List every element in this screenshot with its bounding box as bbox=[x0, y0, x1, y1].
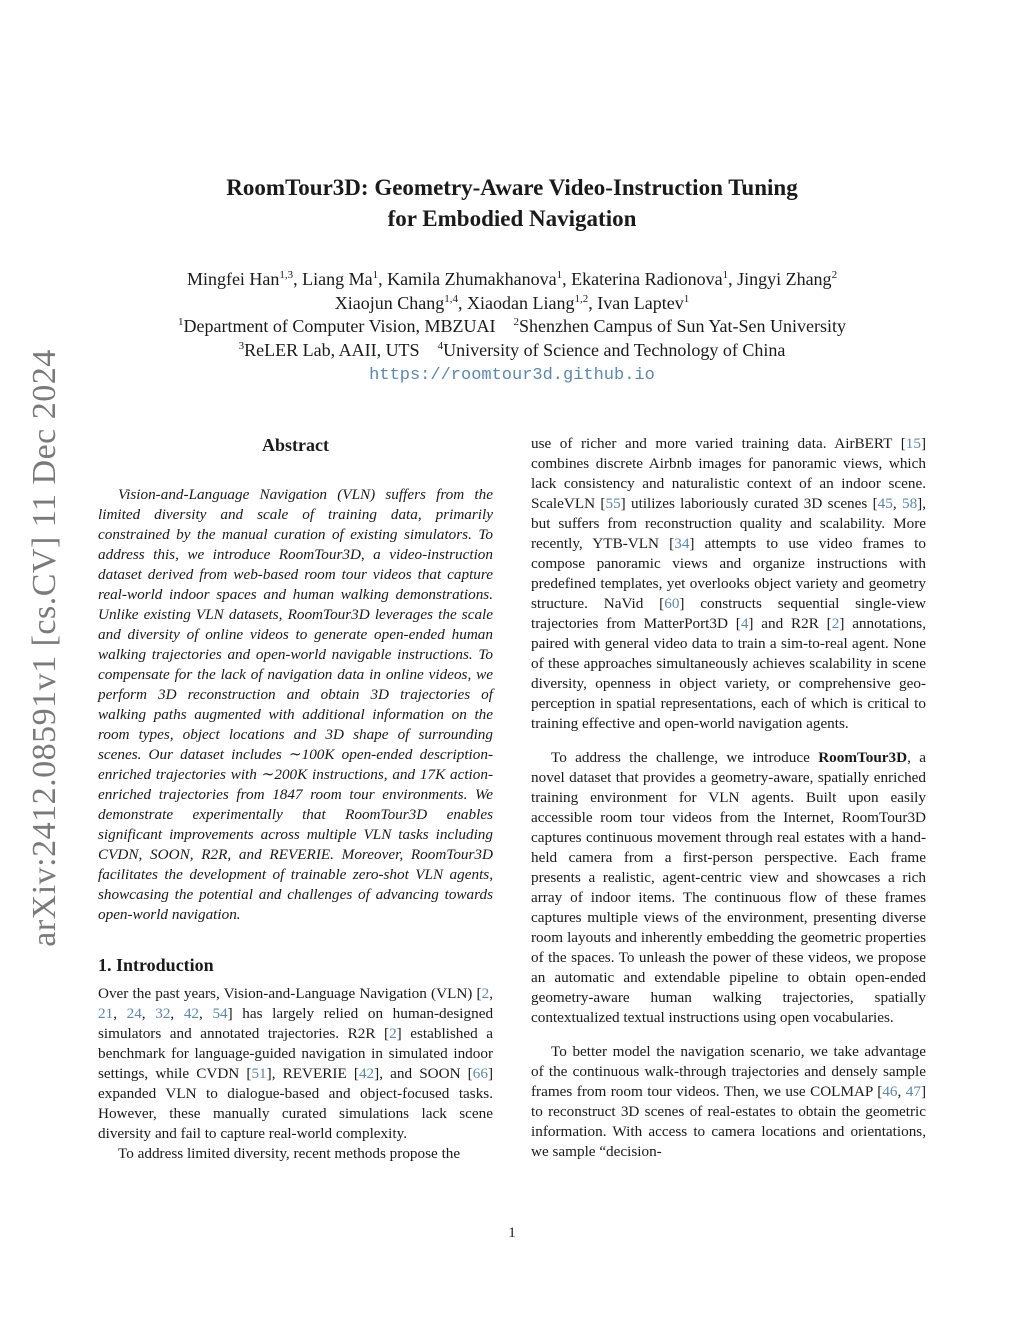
author-name: Xiaojun Chang bbox=[334, 292, 445, 313]
abstract-heading: Abstract bbox=[262, 435, 329, 455]
text-run: Over the past years, Vision-and-Language Navigation (VLN) [ bbox=[98, 985, 482, 1002]
section-heading-introduction: 1. Introduction bbox=[98, 955, 214, 975]
author-name: Xiaodan Liang bbox=[467, 292, 575, 313]
text-run: , bbox=[897, 1083, 906, 1100]
citation-link[interactable]: 2 bbox=[389, 1025, 397, 1042]
arxiv-identifier: arXiv:2412.08591v1 [cs.CV] 11 Dec 2024 bbox=[26, 349, 63, 947]
author-separator: , bbox=[588, 292, 598, 313]
text-run: , bbox=[892, 495, 902, 512]
text-run: use of richer and more varied training data. AirBERT [ bbox=[531, 435, 906, 452]
citation-link[interactable]: 55 bbox=[605, 495, 621, 512]
author-separator: , bbox=[293, 269, 303, 289]
authors-line-2 bbox=[0, 292, 1024, 316]
left-column bbox=[98, 434, 493, 1164]
text-run: ] to reconstruct 3D scenes of real-estates to obtain the geometric information. With access to camera locations and orientations, we sample “decision- bbox=[531, 1083, 926, 1160]
author-name: Ekaterina Radionova bbox=[571, 269, 723, 289]
text-run: ] utilizes laboriously curated 3D scenes [ bbox=[620, 495, 878, 512]
text-run: , bbox=[170, 1005, 184, 1022]
citation-link[interactable]: 32 bbox=[155, 1005, 171, 1022]
text-run: , bbox=[141, 1005, 156, 1022]
right-paragraph-2 bbox=[531, 748, 926, 1028]
citation-link[interactable]: 42 bbox=[358, 1065, 375, 1082]
text-run: ] constructs sequential single-view trajectories from MatterPort3D [ bbox=[531, 595, 926, 632]
citation-link[interactable]: 34 bbox=[674, 535, 690, 552]
citation-link[interactable]: 45 bbox=[877, 495, 893, 512]
text-run: , bbox=[199, 1005, 213, 1022]
page-number: 1 bbox=[508, 1225, 516, 1241]
affiliations-line-2 bbox=[0, 339, 1024, 363]
abstract-text: Vision-and-Language Navigation (VLN) suffers from the limited diversity and scale of training data, primarily constrained by the manual curation of existing simulators. To address this, we introduce RoomTour3D, a video-instruction dataset derived from web-based room tour videos that capture real-world indoor spaces and human walking demonstrations. Unlike existing VLN datasets, RoomTour3D leverages the scale and diversity of online videos to generate open-ended human walking trajectories and open-world navigable instructions. To compensate for the lack of navigation data in online videos, we perform 3D reconstruction and obtain 3D trajectories of walking paths augmented with additional information on the room types, object locations and 3D shape of surrounding scenes. Our dataset includes ∼100K open-ended description-enriched trajectories with ∼200K instructions, and 17K action-enriched trajectories from 1847 room tour environments. We demonstrate experimentally that RoomTour3D enables significant improvements across multiple VLN tasks including CVDN, SOON, R2R, and REVERIE. Moreover, RoomTour3D facilitates the development of trainable zero-shot VLN agents, showcasing the potential and challenges of advancing towards open-world navigation. bbox=[98, 486, 493, 923]
citation-link[interactable]: 2 bbox=[831, 615, 840, 632]
text-run: , bbox=[113, 1005, 127, 1022]
citation-link[interactable]: 54 bbox=[212, 1005, 228, 1022]
citation-link[interactable]: 21 bbox=[98, 1005, 114, 1022]
intro-paragraph-2: To address limited diversity, recent methods propose the bbox=[118, 1145, 461, 1162]
intro-paragraph-1 bbox=[98, 984, 493, 1144]
affiliation-4: University of Science and Technology of China bbox=[443, 339, 786, 360]
text-run: ] established a benchmark for language-guided navigation in simulated indoor settings, while CVDN [ bbox=[98, 1025, 493, 1082]
text-run: ], REVERIE [ bbox=[266, 1065, 359, 1082]
authors-line-1 bbox=[0, 268, 1024, 292]
citation-link[interactable]: 42 bbox=[183, 1005, 200, 1022]
affiliation-mark: 2 bbox=[513, 316, 520, 328]
text-run: ] combines discrete Airbnb images for panoramic views, which lack consistency and naturalistic context of an indoor scene. ScaleVLN [ bbox=[531, 435, 926, 512]
citation-link[interactable]: 60 bbox=[664, 595, 680, 612]
right-column bbox=[531, 434, 926, 1176]
author-affiliation-mark: 2 bbox=[831, 269, 838, 281]
text-run: ], but suffers from reconstruction quality and scalability. More recently, YTB-VLN [ bbox=[531, 495, 927, 552]
text-run: ], and SOON [ bbox=[374, 1065, 473, 1082]
text-run: ] has largely relied on human-designed simulators and annotated trajectories. R2R [ bbox=[98, 1005, 494, 1042]
citation-link[interactable]: 4 bbox=[740, 615, 749, 632]
author-affiliation-mark: 1,4 bbox=[444, 292, 459, 305]
author-separator: , bbox=[458, 292, 468, 313]
text-run: ] attempts to use video frames to compose panoramic views and organize instructions with predefined templates, yet overlooks object variety and geometry structure. NaVid [ bbox=[531, 535, 926, 612]
author-name: Jingyi Zhang bbox=[737, 269, 832, 289]
citation-link[interactable]: 15 bbox=[905, 435, 921, 452]
abstract-body bbox=[98, 485, 493, 925]
author-affiliation-mark: 1 bbox=[556, 269, 563, 281]
citation-link[interactable]: 51 bbox=[251, 1065, 267, 1082]
affiliation-2: Shenzhen Campus of Sun Yat-Sen University bbox=[519, 316, 847, 336]
author-block bbox=[0, 268, 1024, 388]
citation-link[interactable]: 47 bbox=[905, 1083, 921, 1100]
text-run: ] and R2R [ bbox=[748, 615, 832, 632]
affiliation-mark: 1 bbox=[177, 316, 184, 328]
citation-link[interactable]: 2 bbox=[481, 985, 490, 1002]
author-name: Mingfei Han bbox=[186, 269, 280, 289]
author-name: Kamila Zhumakhanova bbox=[387, 269, 557, 289]
affiliation-3: ReLER Lab, AAII, UTS bbox=[244, 339, 420, 360]
text-run: ] annotations, paired with general video data to train a sim-to-real agent. None of these approaches simultaneously achieves scalability in scene diversity, openness in object variety, or comprehensive geo-perception in spatial representations, each of which is critical to training effective and open-world navigation agents. bbox=[531, 615, 927, 732]
author-affiliation-mark: 1,3 bbox=[279, 269, 294, 281]
author-affiliation-mark: 1 bbox=[372, 269, 379, 281]
title-line-2: for Embodied Navigation bbox=[387, 206, 637, 231]
author-separator: , bbox=[378, 269, 388, 289]
author-affiliation-mark: 1 bbox=[722, 269, 729, 281]
text-run: , a novel dataset that provides a geometry-aware, spatially enriched training environment for VLN agents. Built upon easily accessible room tour videos from the Internet, RoomTour3D captures continuous movement through real estates with a hand-held camera from a first-person perspective. Each frame presents a realistic, agent-centric view and showcases a rich array of indoor items. The continuous flow of these frames captures multiple views of the environment, presenting diverse room layouts and inherently embedding the geometric properties of the spaces. To unleash the power of these videos, we propose an automatic and extendable pipeline to obtain open-ended geometry-aware human walking trajectories, spatially contextualized textual instructions using open vocabularies. bbox=[531, 749, 926, 1026]
author-name: Liang Ma bbox=[302, 269, 373, 289]
title-line-1: RoomTour3D: Geometry-Aware Video-Instruction Tuning bbox=[226, 175, 798, 200]
right-paragraph-1 bbox=[531, 434, 926, 734]
citation-link[interactable]: 58 bbox=[901, 495, 918, 512]
citation-link[interactable]: 46 bbox=[882, 1083, 898, 1100]
right-paragraph-3 bbox=[531, 1042, 926, 1162]
affiliation-1: Department of Computer Vision, MBZUAI bbox=[183, 316, 496, 336]
author-affiliation-mark: 1 bbox=[683, 292, 690, 305]
text-run: ] expanded VLN to dialogue-based and object-focused tasks. However, these manually curated simulations lack scene diversity and fail to capture real-world complexity. bbox=[98, 1065, 493, 1142]
citation-link[interactable]: 24 bbox=[126, 1005, 142, 1022]
author-separator: , bbox=[562, 269, 572, 289]
text-run: , bbox=[489, 985, 493, 1002]
text-run: To better model the navigation scenario, we take advantage of the continuous walk-through trajectories and densely sample frames from room tour videos. Then, we use COLMAP [ bbox=[531, 1043, 926, 1100]
author-affiliation-mark: 1,2 bbox=[574, 292, 589, 305]
affiliation-mark: 3 bbox=[238, 339, 245, 352]
dataset-name-bold: RoomTour3D bbox=[818, 749, 908, 766]
citation-link[interactable]: 66 bbox=[472, 1065, 488, 1082]
project-url-line bbox=[0, 362, 1024, 388]
author-separator: , bbox=[728, 269, 738, 289]
project-url-link[interactable]: https://roomtour3d.github.io bbox=[369, 366, 655, 385]
text-run: To address the challenge, we introduce bbox=[551, 749, 819, 766]
paper-title bbox=[0, 172, 1024, 234]
affiliation-mark: 4 bbox=[437, 339, 444, 352]
affiliations-line-1 bbox=[0, 315, 1024, 339]
author-name: Ivan Laptev bbox=[597, 292, 684, 313]
